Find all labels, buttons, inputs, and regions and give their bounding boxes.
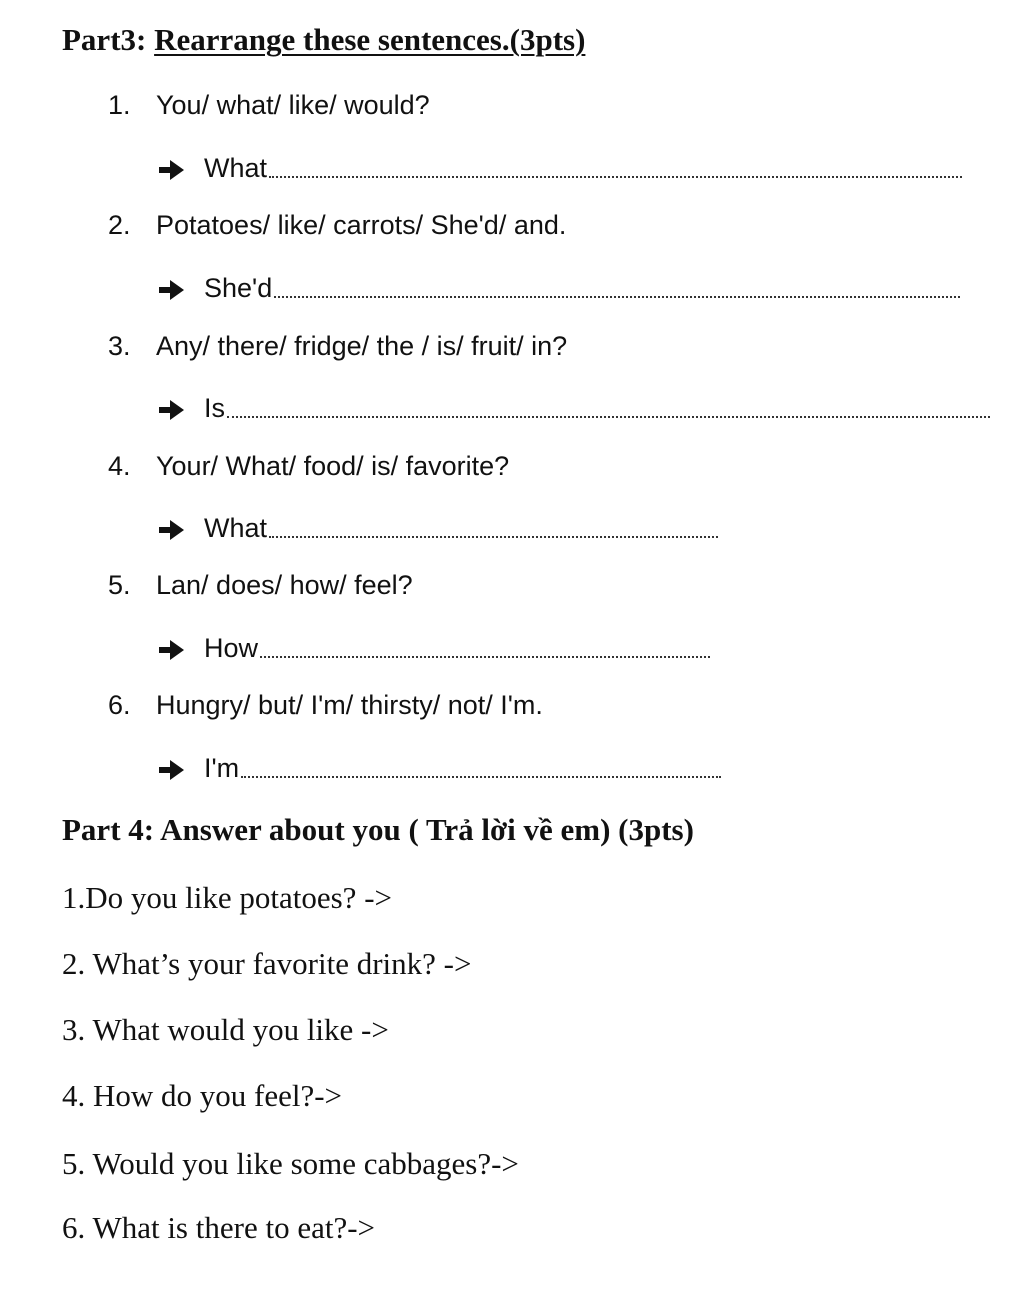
answer-start-word: I'm (204, 753, 240, 783)
answer-start-word: Is (204, 393, 226, 423)
part4-question-3: 3. What would you like -> (62, 1012, 389, 1047)
question-number: 4. (108, 451, 131, 481)
part4-question-6: 6. What is there to eat?-> (62, 1210, 376, 1245)
question-prompt: Potatoes/ like/ carrots/ She'd/ and. (156, 210, 567, 240)
answer-start-word: What (204, 513, 268, 543)
question-prompt: You/ what/ like/ would? (156, 90, 430, 120)
part3-answer-line-3[interactable] (158, 390, 990, 424)
answer-blank[interactable] (241, 776, 721, 778)
part3-answer-line-1[interactable] (158, 150, 962, 184)
part3-question-5 (108, 570, 413, 601)
arrow-right-icon (158, 159, 186, 181)
part3-answer-line-4[interactable] (158, 510, 718, 544)
question-prompt: Your/ What/ food/ is/ favorite? (156, 451, 510, 481)
question-number: 6. (108, 690, 131, 720)
answer-start-word: She'd (204, 273, 273, 303)
part3-question-2 (108, 210, 566, 241)
arrow-right-icon (158, 279, 186, 301)
part4-question-5: 5. Would you like some cabbages?-> (62, 1146, 519, 1181)
part4-question-2: 2. What’s your favorite drink? -> (62, 946, 472, 981)
question-number: 1. (108, 90, 131, 120)
part3-answer-line-6[interactable] (158, 750, 721, 784)
arrow-right-icon (158, 399, 186, 421)
part3-question-6 (108, 690, 543, 721)
part3-title: Rearrange these sentences.(3pts) (154, 22, 586, 57)
part3-answer-line-2[interactable] (158, 270, 960, 304)
arrow-right-icon (158, 759, 186, 781)
part3-heading (62, 22, 585, 58)
part4-question-4: 4. How do you feel?-> (62, 1078, 343, 1113)
part3-label: Part3: (62, 22, 147, 57)
answer-blank[interactable] (274, 296, 960, 298)
answer-blank[interactable] (269, 536, 718, 538)
question-number: 2. (108, 210, 131, 240)
question-prompt: Lan/ does/ how/ feel? (156, 570, 413, 600)
part3-question-1 (108, 90, 430, 121)
part3-question-3 (108, 331, 567, 362)
answer-blank[interactable] (260, 656, 710, 658)
answer-start-word: What (204, 153, 268, 183)
question-prompt: Hungry/ but/ I'm/ thirsty/ not/ I'm. (156, 690, 543, 720)
part4-heading: Part 4: Answer about you ( Trả lời về em) (3pts) (62, 812, 694, 847)
arrow-right-icon (158, 639, 186, 661)
answer-blank[interactable] (227, 416, 990, 418)
question-number: 5. (108, 570, 131, 600)
answer-blank[interactable] (269, 176, 962, 178)
part3-answer-line-5[interactable] (158, 630, 710, 664)
part4-question-1: 1.Do you like potatoes? -> (62, 880, 392, 915)
arrow-right-icon (158, 519, 186, 541)
question-number: 3. (108, 331, 131, 361)
question-prompt: Any/ there/ fridge/ the / is/ fruit/ in? (156, 331, 568, 361)
part3-question-4 (108, 451, 509, 482)
answer-start-word: How (204, 633, 259, 663)
